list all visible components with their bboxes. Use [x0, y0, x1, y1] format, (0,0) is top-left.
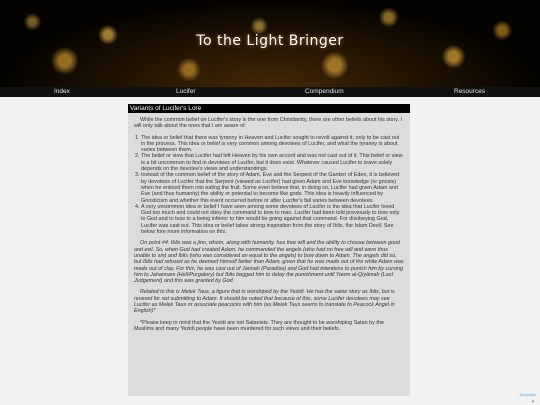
nav-bar: [0, 87, 540, 97]
nav-item-resources[interactable]: Resources: [454, 88, 486, 95]
variants-list: [134, 135, 404, 236]
list-item: 3. Instead of the common belief of the story of Adam, Eve and the Serpent of the Garden of Eden, it is believed by devotees of Lucifer that the Serpent (viewed as Lucifer) had given Adam and Eve knowledge (or gnosis) when he enticed them into eating the fruit. Some even believe that, in doing so, Lucifer had given Adam and Eve (and thus humanity) the ability or potential to become like gods. This idea is heavily influenced by Gnosticism and whether this event occurred before or after Lucifer's fall varies between devotees.: [141, 172, 404, 203]
nav-item-index[interactable]: Index: [54, 88, 70, 95]
nav-item-compendium[interactable]: Compendium: [305, 88, 344, 95]
list-item: 1. The idea or belief that there was tyranny in Heaven and Lucifer sought to revolt against it, only to be cast out in the process. This idea or belief is very common among devotees of Lucifer, and what the tyranny is about varies between them.: [141, 135, 404, 154]
intro-paragraph: While the common belief on Lucifer's story is the one from Christianity, there are other beliefs about his story. I will only talk about the ones that I am aware of:: [134, 117, 403, 130]
site-title: To the Light Bringer: [196, 33, 344, 49]
panel-title: Variants of Lucifer's Lore: [128, 104, 410, 113]
scroll-up-icon[interactable]: ▲: [531, 398, 535, 403]
nav-item-lucifer[interactable]: Lucifer: [176, 88, 196, 95]
content-panel: [128, 104, 410, 396]
list-item: 2. The belief or view that Lucifer had left Heaven by his own accord and was not cast out of it. This belief or view is a bit uncommon to find in devotees of Lucifer, but it does exist. Whatever caused Lucifer to leave solely depends on the devotee's views and understandings.: [141, 153, 404, 172]
related-paragraph: Related to this is Melek Taus, a figure that is worshiped by the Yezidi. He has the same story as Iblis, but is revered for not submitting to Adam. It should be noted that because of this, some Lucifer devotees may see Lucifer as Melek Taus or associate peacocks with him (as Melek Taus seems to translate to Peacock Angel in English)*: [134, 289, 395, 315]
article-body: [128, 113, 410, 332]
footnote-paragraph: *Please keep in mind that the Yezidi are not Satanists. They are thought to be worshiping Satan by the Muslims and many Yezidi people have been murdered for such views and their beliefs.: [134, 319, 384, 332]
header-banner: [0, 0, 540, 87]
list-item: 4. A very uncommon idea or belief I have seen among some devotees of Lucifer is the idea that Lucifer loved God too much and could not obey the command to bow to man. Lucifer had been told previously to bow only to God and to bow to a being inferior to him would be going against that command. For disobeying God, Lucifer was cast out. This idea or belief takes strong inspiration from the story of Iblis, the Islam Devil. See below fore more information on this.: [141, 204, 404, 235]
neocities-badge[interactable]: Neocities: [519, 392, 536, 397]
point4-paragraph: On point #4: Iblis was a jinn, whom, along with humanity, has free will and the ability to choose between good and evil. So, when God had created Adam, he commanded the angels (who had no free will and were thus unable to sin) and Iblis (who was considered an equal to the angels) to bow down to Adam. The angels did so, but Iblis had refused as he deemed himself better than Adam, given that he was made out of fire while Adam was made out of clay. For this, he was cast out of Jannah (Paradise) and God had intentions to punish him by cursing him to Jahannam (Hell/Purgatory) but Iblis begged him to delay the punishment until Yawm al-Qiyāmah (Last Judgement) and this was granted by God.: [134, 240, 404, 285]
